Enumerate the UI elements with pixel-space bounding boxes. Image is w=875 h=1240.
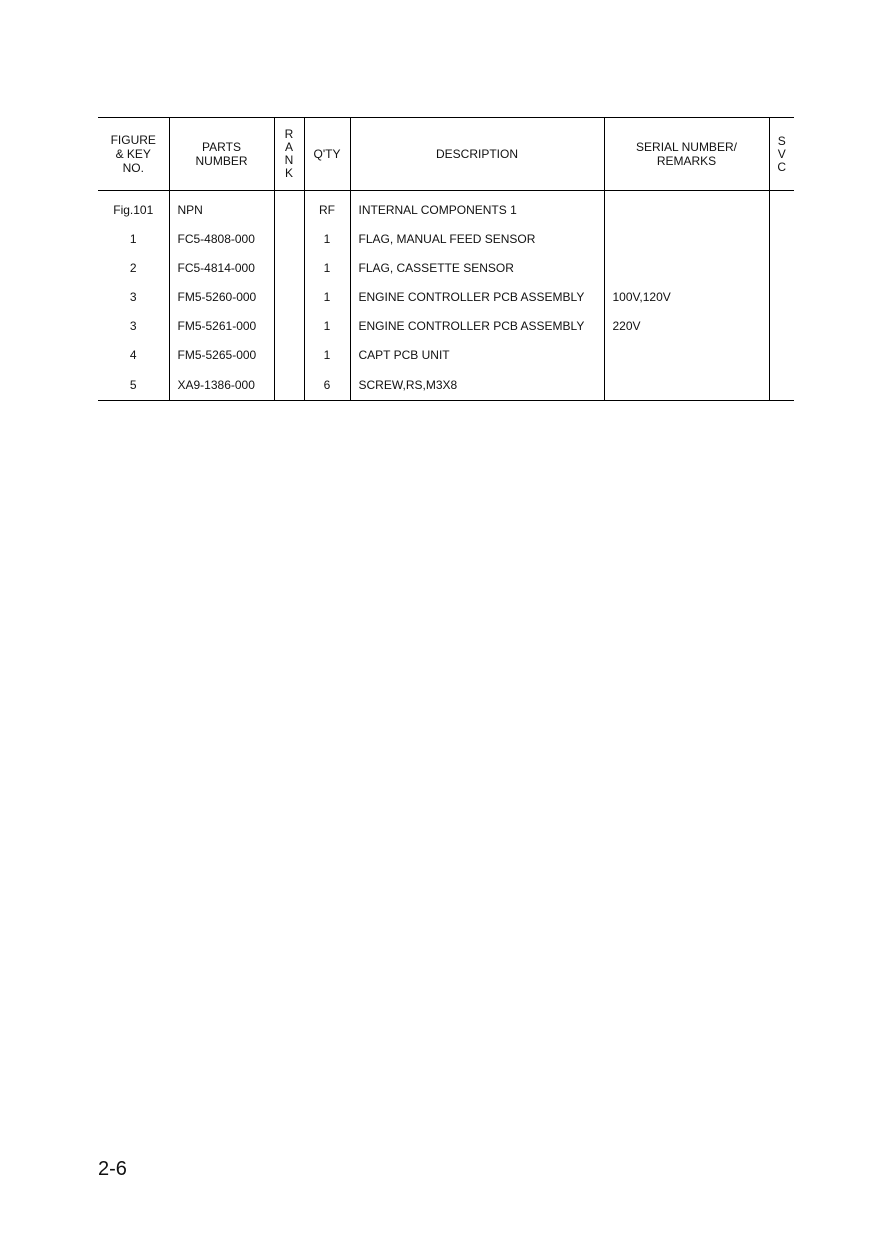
- cell-figure-key: 5: [98, 369, 169, 401]
- cell-svc: [769, 253, 794, 282]
- parts-list-table: [98, 117, 794, 401]
- table-row: [98, 224, 794, 253]
- cell-qty: 6: [304, 369, 350, 401]
- cell-svc: [769, 369, 794, 401]
- parts-table-body: [98, 191, 794, 401]
- cell-figure-key: 4: [129, 347, 137, 362]
- cell-rank: [274, 311, 304, 340]
- cell-remarks: [604, 191, 769, 225]
- cell-svc: [769, 282, 794, 311]
- cell-svc: [769, 191, 794, 225]
- cell-description: ENGINE CONTROLLER PCB ASSEMBLY: [350, 311, 604, 340]
- cell-part-number: FM5-5260-000: [169, 282, 274, 311]
- cell-part-number: FM5-5261-000: [169, 311, 274, 340]
- cell-figure-key: 3: [129, 289, 137, 304]
- cell-description: SCREW,RS,M3X8: [350, 369, 604, 401]
- cell-figure-key: 2: [129, 260, 137, 275]
- cell-part-number: FC5-4808-000: [169, 224, 274, 253]
- cell-qty: RF: [304, 191, 350, 225]
- cell-rank: [274, 253, 304, 282]
- cell-figure-key: Fig.101: [113, 202, 154, 217]
- header-serial-number-remarks: SERIAL NUMBER/ REMARKS: [604, 118, 769, 191]
- cell-description: INTERNAL COMPONENTS 1: [350, 191, 604, 225]
- cell-rank: [274, 224, 304, 253]
- cell-remarks: [604, 369, 769, 401]
- header-qty: Q'TY: [304, 118, 350, 191]
- cell-svc: [769, 311, 794, 340]
- cell-rank: [274, 282, 304, 311]
- table-row: [98, 369, 794, 401]
- cell-qty: 1: [304, 340, 350, 369]
- table-row: [98, 311, 794, 340]
- header-svc: S V C: [769, 118, 794, 191]
- cell-description: FLAG, MANUAL FEED SENSOR: [350, 224, 604, 253]
- cell-figure-key: 3: [129, 318, 137, 333]
- cell-remarks: [604, 340, 769, 369]
- header-parts-number: PARTS NUMBER: [169, 118, 274, 191]
- cell-part-number: FM5-5265-000: [169, 340, 274, 369]
- cell-remarks: 100V,120V: [604, 282, 769, 311]
- cell-rank: [274, 369, 304, 401]
- cell-rank: [274, 191, 304, 225]
- cell-description: FLAG, CASSETTE SENSOR: [350, 253, 604, 282]
- cell-remarks: [604, 253, 769, 282]
- cell-figure-key: 1: [129, 231, 137, 246]
- cell-svc: [769, 340, 794, 369]
- header-description: DESCRIPTION: [350, 118, 604, 191]
- cell-qty: 1: [304, 282, 350, 311]
- header-rank: R A N K: [274, 118, 304, 191]
- cell-qty: 1: [304, 224, 350, 253]
- table-row: [98, 191, 794, 225]
- table-header-row: [98, 118, 794, 191]
- header-figure-key-no: FIGURE & KEY NO.: [98, 118, 169, 191]
- cell-qty: 1: [304, 311, 350, 340]
- cell-qty: 1: [304, 253, 350, 282]
- cell-remarks: 220V: [604, 311, 769, 340]
- table-row: [98, 253, 794, 282]
- cell-rank: [274, 340, 304, 369]
- page-number: 2-6: [98, 1158, 127, 1180]
- cell-description: ENGINE CONTROLLER PCB ASSEMBLY: [350, 282, 604, 311]
- table-row: [98, 282, 794, 311]
- table-row: [98, 340, 794, 369]
- cell-part-number: XA9-1386-000: [169, 369, 274, 401]
- cell-part-number: FC5-4814-000: [169, 253, 274, 282]
- cell-remarks: [604, 224, 769, 253]
- cell-part-number: NPN: [169, 191, 274, 225]
- cell-svc: [769, 224, 794, 253]
- cell-description: CAPT PCB UNIT: [350, 340, 604, 369]
